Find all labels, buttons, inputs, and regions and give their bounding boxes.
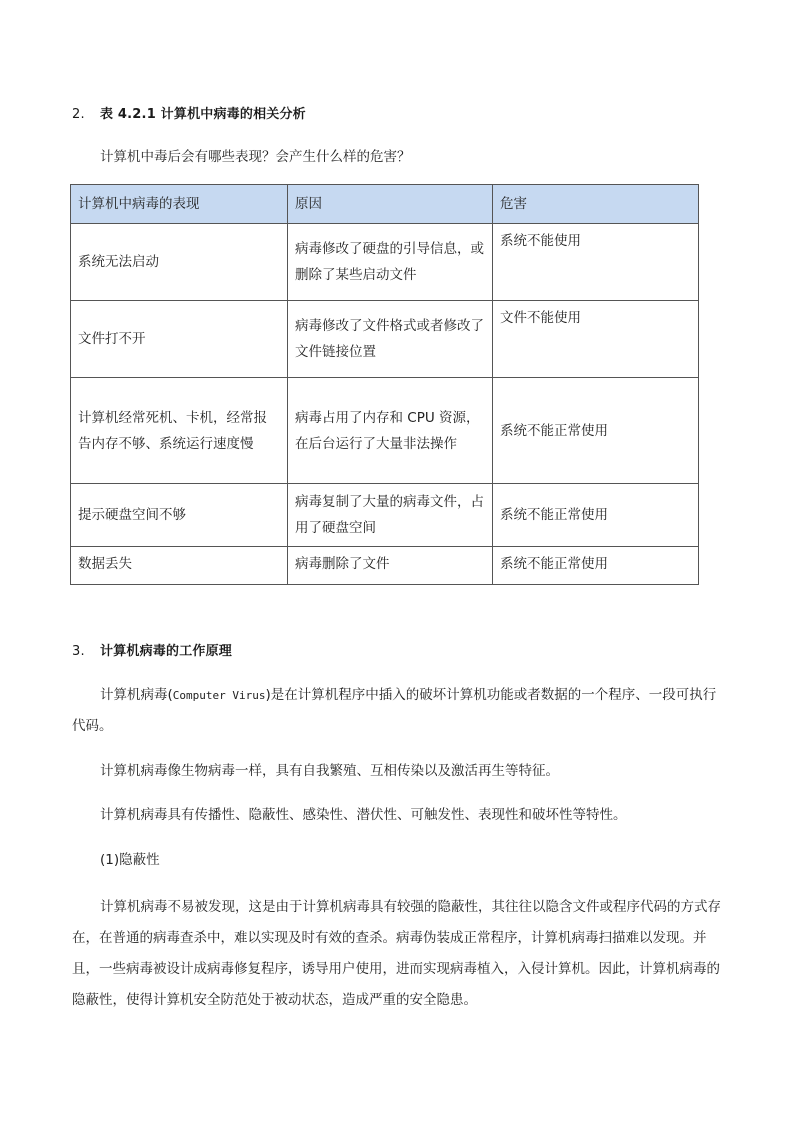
table-cell: 病毒修改了文件格式或者修改了文件链接位置 [288,301,493,378]
table-cell: 病毒占用了内存和 CPU 资源，在后台运行了大量非法操作 [288,378,493,484]
table-cell: 提示硬盘空间不够 [71,484,288,547]
section-3-heading [72,640,232,659]
question-paragraph: 计算机中毒后会有哪些表现？会产生什么样的危害？ [100,149,411,165]
table-cell: 病毒修改了硬盘的引导信息，或删除了某些启动文件 [288,224,493,301]
table-header-cell: 危害 [493,185,699,224]
table-cell: 系统无法启动 [71,224,288,301]
table-cell: 文件打不开 [71,301,288,378]
concealment-paragraph: 计算机病毒不易被发现，这是由于计算机病毒具有较强的隐蔽性，其往往以隐含文件或程序代码的方式存在，在普通的病毒查杀中，难以实现及时有效的查杀。病毒伪装成正常程序，计算机病毒扫描难以发现。并且，一些病毒被设计成病毒修复程序，诱导用户使用，进而实现病毒植入，入侵计算机。因此，计算机病毒的隐蔽性，使得计算机安全防范处于被动状态，造成严重的安全隐患。 [72,899,721,1008]
table-header-row [71,185,699,224]
table-cell: 病毒复制了大量的病毒文件，占用了硬盘空间 [288,484,493,547]
table-cell: 病毒删除了文件 [288,547,493,585]
features-paragraph: 计算机病毒像生物病毒一样，具有自我繁殖、互相传染以及激活再生等特征。 [100,763,559,779]
table-cell: 系统不能正常使用 [493,378,699,484]
table-row [71,484,699,547]
table-header-cell: 计算机中病毒的表现 [71,185,288,224]
text-span: )是在计算机程序中插入的破坏计算机功能或者数据的一个程序、一段可执行代码。 [72,687,717,734]
definition-paragraph [72,680,724,742]
section-2-heading [72,103,306,122]
table-cell: 系统不能使用 [493,224,699,301]
table-cell: 计算机经常死机、卡机，经常报告内存不够、系统运行速度慢 [71,378,288,484]
table-cell: 文件不能使用 [493,301,699,378]
section-title: 计算机病毒的工作原理 [100,644,233,659]
table-row [71,301,699,378]
subheading-concealment: (1)隐蔽性 [100,852,160,868]
table-row [71,547,699,585]
table-cell: 系统不能正常使用 [493,547,699,585]
section-title: 表 4.2.1 计算机中病毒的相关分析 [100,107,306,122]
table-row [71,378,699,484]
table-header-cell: 原因 [288,185,493,224]
table-row [71,224,699,301]
table-cell: 数据丢失 [71,547,288,585]
properties-paragraph: 计算机病毒具有传播性、隐蔽性、感染性、潜伏性、可触发性、表现性和破坏性等特性。 [100,807,627,823]
term-english: Computer Virus [172,689,266,702]
table-cell: 系统不能正常使用 [493,484,699,547]
text-span: 计算机病毒( [100,687,173,703]
virus-analysis-table [70,184,699,585]
section-number: 2. [72,107,85,122]
section-number: 3. [72,644,85,659]
